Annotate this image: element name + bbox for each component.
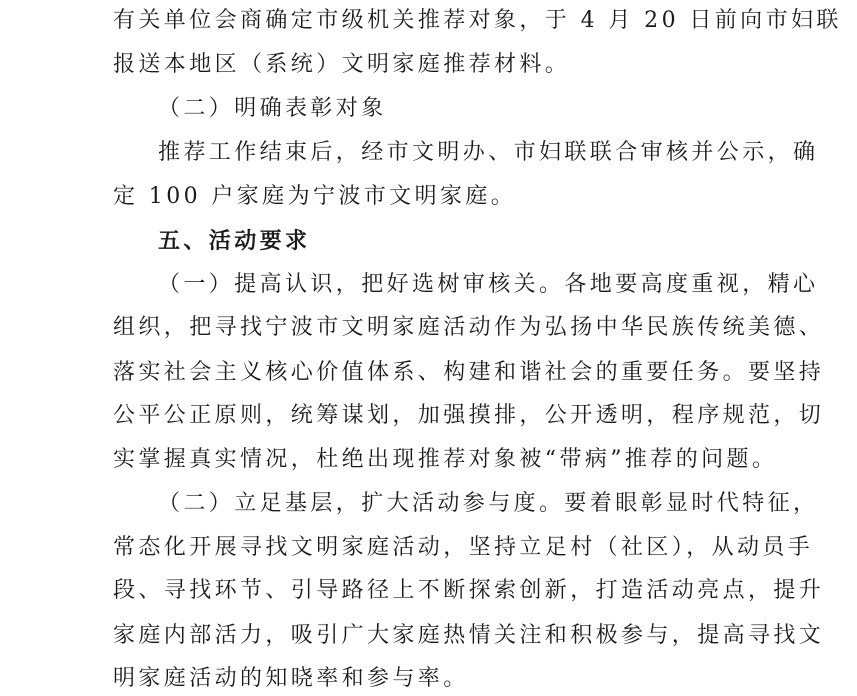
paragraph-line-7: （一）提高认识，把好选树审核关。各地要高度重视，精心 xyxy=(158,271,819,297)
subheading-determine-commendation: （二）明确表彰对象 xyxy=(158,95,387,121)
paragraph-line-8: 组织，把寻找宁波市文明家庭活动作为弘扬中华民族传统美德、 xyxy=(113,315,825,341)
paragraph-line-9: 落实社会主义核心价值体系、构建和谐社会的重要任务。要坚持 xyxy=(113,359,825,385)
paragraph-line-13: 常态化开展寻找文明家庭活动，坚持立足村（社区），从动员手 xyxy=(113,534,814,560)
paragraph-line-10: 公平公正原则，统筹谋划，加强摸排，公开透明，程序规范，切 xyxy=(113,402,825,428)
paragraph-line-4: 推荐工作结束后，经市文明办、市妇联联合审核并公示，确 xyxy=(158,139,819,165)
paragraph-line-14: 段、寻找环节、引导路径上不断探索创新，打造活动亮点，提升 xyxy=(113,578,825,604)
section-heading-activity-requirements: 五、活动要求 xyxy=(158,227,311,254)
paragraph-line-1: 有关单位会商确定市级机关推荐对象，于 4 月 20 日前向市妇联 xyxy=(113,8,842,33)
paragraph-line-16: 明家庭活动的知晓率和参与率。 xyxy=(113,666,469,691)
paragraph-line-15: 家庭内部活力，吸引广大家庭热情关注和积极参与，提高寻找文 xyxy=(113,622,825,648)
paragraph-line-2: 报送本地区（系统）文明家庭推荐材料。 xyxy=(113,52,571,78)
paragraph-line-12: （二）立足基层，扩大活动参与度。要着眼彰显时代特征， xyxy=(158,490,819,516)
paragraph-line-5: 定 100 户家庭为宁波市文明家庭。 xyxy=(113,184,517,210)
paragraph-line-11: 实掌握真实情况，杜绝出现推荐对象被“带病”推荐的问题。 xyxy=(113,447,778,473)
